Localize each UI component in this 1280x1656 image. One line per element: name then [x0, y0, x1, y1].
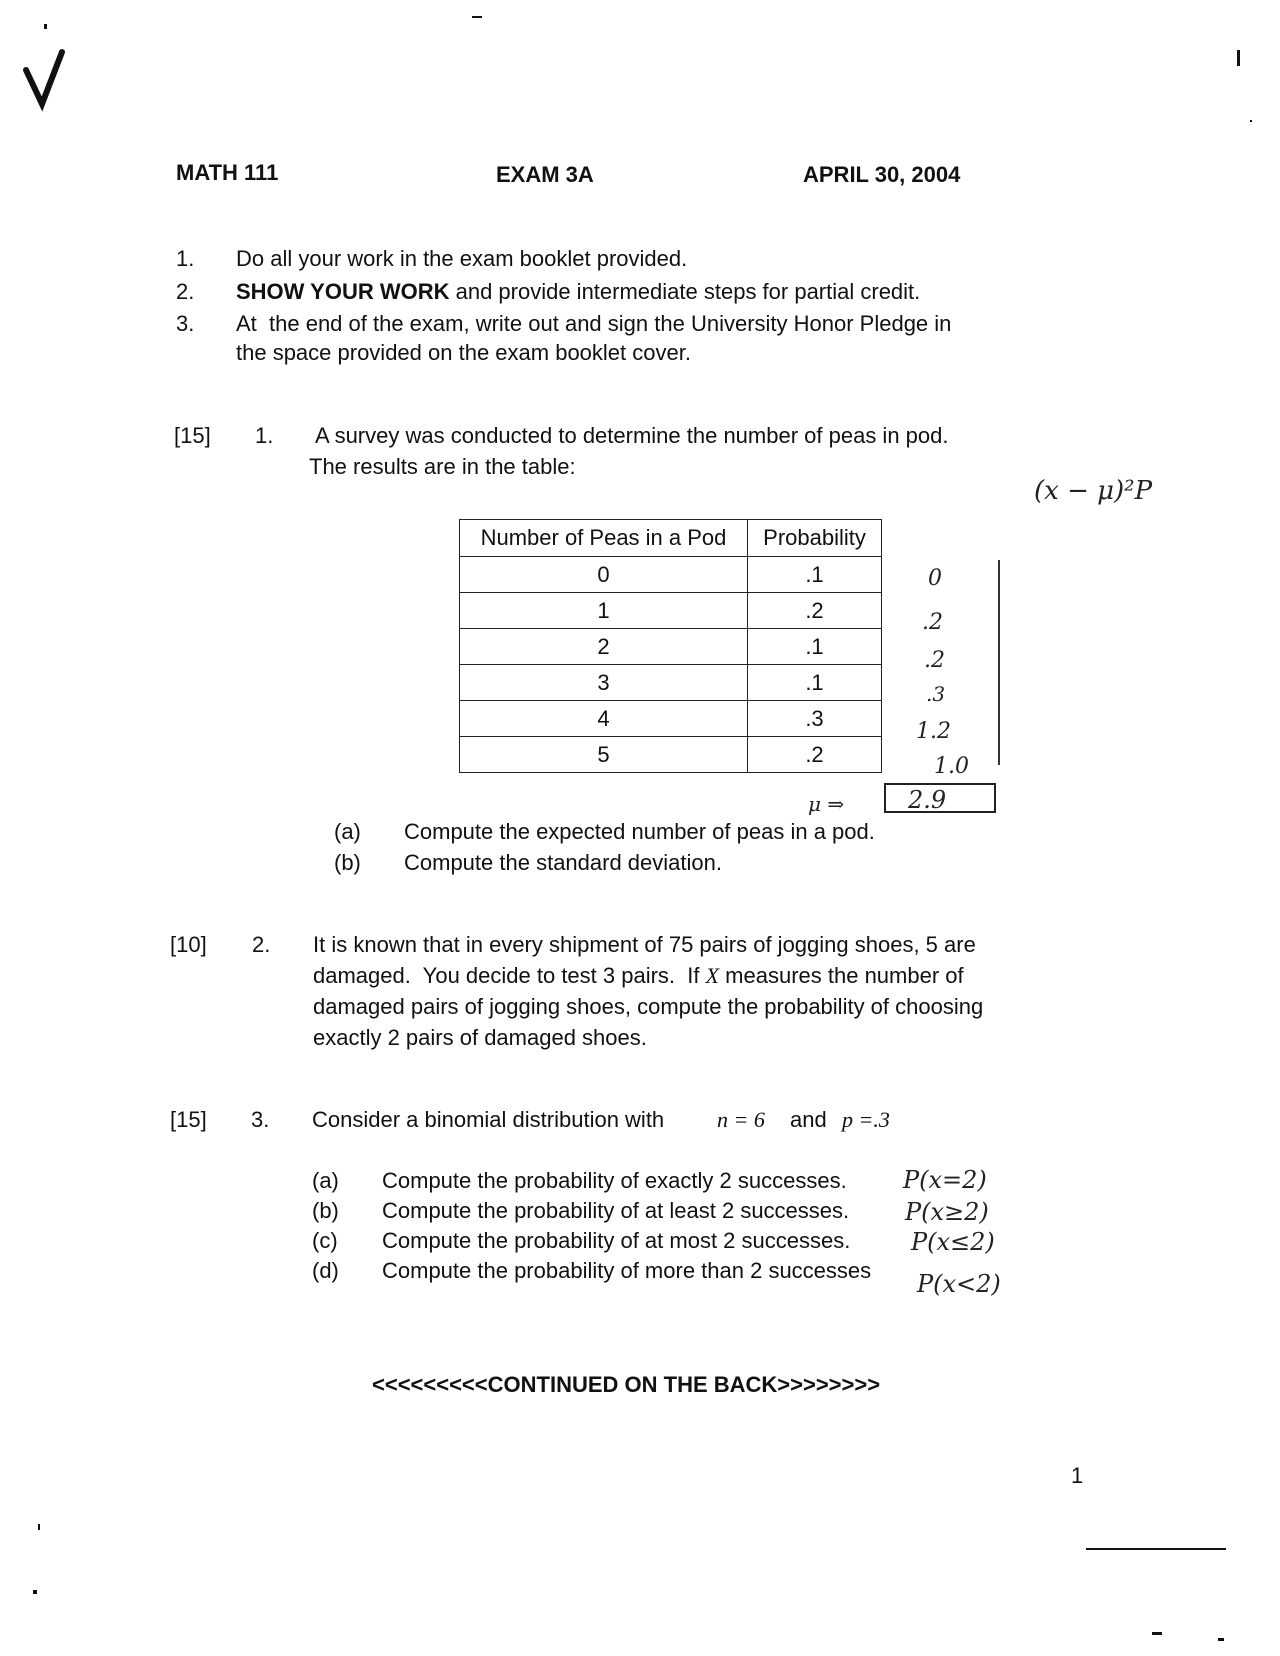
handwritten-value: 1.0 [934, 754, 969, 779]
table-cell: 0 [460, 557, 748, 593]
instruction-text-continued: the space provided on the exam booklet cover. [236, 340, 691, 365]
scan-speck [1218, 1638, 1224, 1641]
instruction-emphasis: SHOW YOUR WORK [236, 279, 450, 304]
table-row [460, 557, 882, 593]
q3-part-text: Compute the probability of exactly 2 successes. [382, 1168, 847, 1193]
handwritten-value: .2 [924, 648, 945, 673]
table-cell: .2 [748, 737, 882, 773]
q3-p-value: p =.3 [842, 1107, 890, 1132]
peas-table-container [459, 519, 882, 773]
handwritten-note: P(x≥2) [905, 1198, 989, 1226]
instruction-rest: and provide intermediate steps for partial credit. [449, 279, 921, 304]
table-cell: 3 [460, 665, 748, 701]
q1-part-text: Compute the expected number of peas in a pod. [404, 819, 875, 844]
handwritten-mu-value: 2.9 [884, 783, 996, 813]
footer-rule [1086, 1548, 1226, 1550]
table-cell: 1 [460, 593, 748, 629]
q3-part-label: (d) [312, 1258, 339, 1283]
q2-text-continued: damaged pairs of jogging shoes, compute the probability of choosing [313, 994, 984, 1019]
table-cell: .3 [748, 701, 882, 737]
q3-part-label: (c) [312, 1228, 338, 1253]
scan-speck [33, 1590, 37, 1594]
instruction-text: Do all your work in the exam booklet provided. [236, 246, 688, 271]
q3-intro: Consider a binomial distribution with [312, 1107, 665, 1132]
q1-text-continued: The results are in the table: [309, 454, 576, 479]
table-row [460, 701, 882, 737]
q2-text: It is known that in every shipment of 75 pairs of jogging shoes, 5 are [313, 932, 976, 957]
q2-variable: X [705, 963, 720, 988]
q1-part-label: (a) [334, 819, 361, 844]
q2-text-continued: exactly 2 pairs of damaged shoes. [313, 1025, 647, 1050]
course-title: MATH 111 [176, 160, 279, 185]
q3-and: and [790, 1107, 827, 1132]
scan-speck [44, 24, 47, 29]
handwritten-note: P(x<2) [917, 1270, 1001, 1298]
q1-points: [15] [174, 423, 211, 448]
q3-part-label: (a) [312, 1168, 339, 1193]
scan-speck [472, 16, 482, 18]
table-row [460, 593, 882, 629]
table-cell: .1 [748, 629, 882, 665]
q3-part-text: Compute the probability of more than 2 successes [382, 1258, 872, 1283]
handwritten-value: 1.2 [916, 719, 951, 744]
handwritten-value: 0 [928, 566, 942, 591]
instruction-number: 3. [176, 311, 195, 336]
table-cell: 5 [460, 737, 748, 773]
q2-number: 2. [252, 932, 271, 957]
exam-title: EXAM 3A [496, 162, 594, 187]
instruction-text [236, 281, 920, 303]
handwritten-note: P(x=2) [903, 1166, 987, 1194]
q1-text: A survey was conducted to determine the number of peas in pod. [315, 423, 949, 448]
q2-text-continued [313, 965, 964, 987]
scan-speck [1237, 50, 1240, 66]
scan-speck [38, 1524, 40, 1530]
table-cell: .2 [748, 593, 882, 629]
q3-points: [15] [170, 1107, 207, 1132]
handwritten-value: .3 [926, 682, 946, 706]
table-cell: 2 [460, 629, 748, 665]
handwritten-mu-label: μ ⇒ [808, 792, 845, 816]
handwritten-formula: (x − μ)²P [1034, 476, 1153, 506]
q3-part-text: Compute the probability of at least 2 successes. [382, 1198, 850, 1223]
continued-notice: <<<<<<<<<CONTINUED ON THE BACK>>>>>>>> [372, 1372, 881, 1397]
q2-points: [10] [170, 932, 207, 957]
handwritten-bracket [998, 560, 1000, 765]
table-row [460, 665, 882, 701]
table-row [460, 629, 882, 665]
exam-date: APRIL 30, 2004 [803, 162, 961, 187]
q3-n-value: n = 6 [717, 1107, 765, 1132]
q3-part-text: Compute the probability of at most 2 successes. [382, 1228, 851, 1253]
check-mark-icon [22, 48, 68, 123]
instruction-number: 2. [176, 279, 195, 304]
q2-text-part: damaged. You decide to test 3 pairs. If [313, 963, 706, 988]
peas-table [459, 519, 882, 773]
q1-number: 1. [255, 423, 274, 448]
table-cell: .1 [748, 665, 882, 701]
q1-part-text: Compute the standard deviation. [404, 850, 722, 875]
instruction-number: 1. [176, 246, 195, 271]
table-cell: 4 [460, 701, 748, 737]
instruction-text: At the end of the exam, write out and sign the University Honor Pledge in [236, 311, 952, 336]
scan-speck [1152, 1632, 1162, 1635]
q2-text-part: measures the number of [719, 963, 964, 988]
handwritten-note: P(x≤2) [911, 1228, 995, 1256]
q3-number: 3. [251, 1107, 270, 1132]
scan-speck [1250, 120, 1252, 122]
q1-part-label: (b) [334, 850, 361, 875]
table-row [460, 737, 882, 773]
q3-part-label: (b) [312, 1198, 339, 1223]
table-header: Probability [748, 520, 882, 557]
handwritten-value: .2 [922, 610, 943, 635]
table-cell: .1 [748, 557, 882, 593]
page-number: 1 [1071, 1463, 1084, 1488]
table-header: Number of Peas in a Pod [460, 520, 748, 557]
